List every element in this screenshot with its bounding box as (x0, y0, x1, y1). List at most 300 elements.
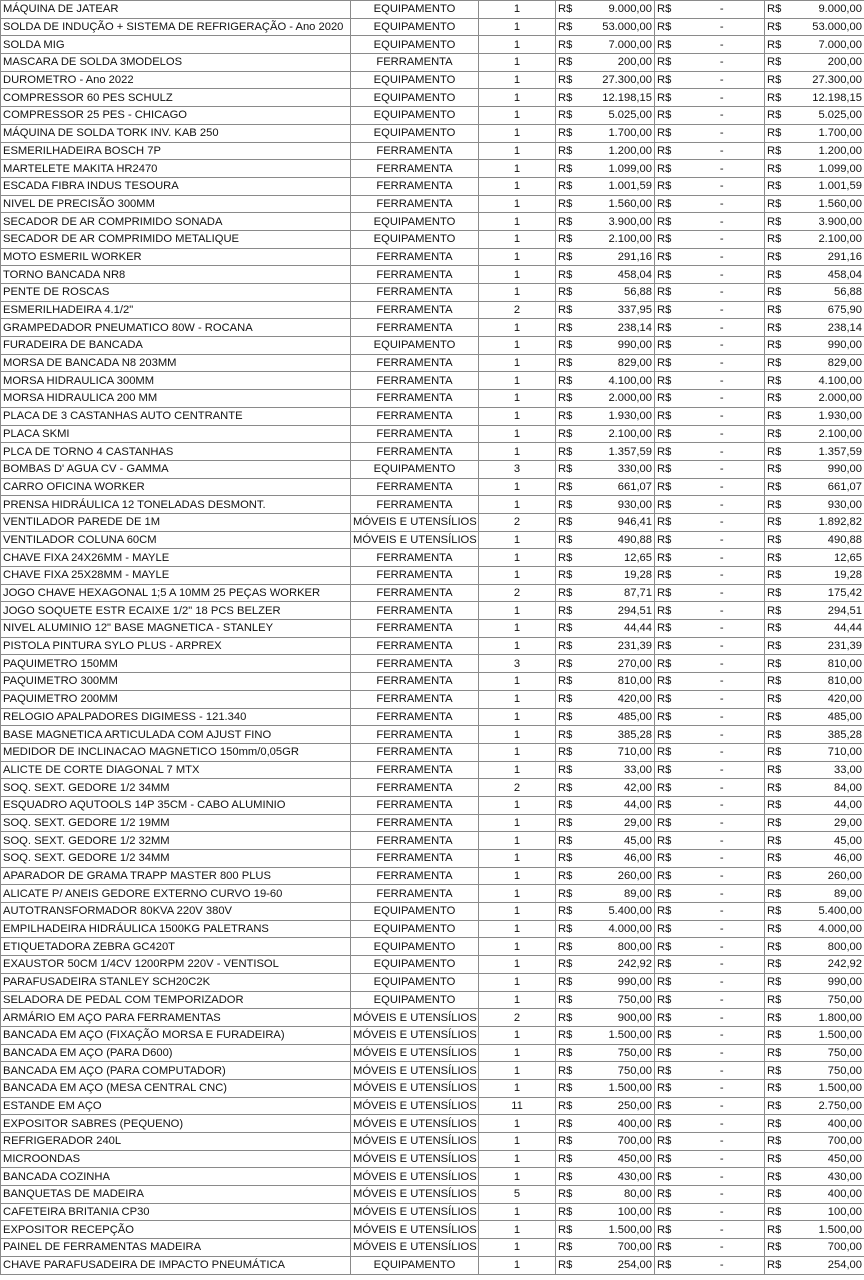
item-unit-value: 3.900,00 (578, 213, 655, 231)
discount-value: - (680, 18, 765, 36)
discount-value: - (680, 1062, 765, 1080)
item-unit-value: 330,00 (578, 460, 655, 478)
item-category: EQUIPAMENTO (351, 18, 479, 36)
item-category: FERRAMENTA (351, 850, 479, 868)
total-currency-symbol: R$ (765, 920, 788, 938)
item-quantity: 1 (479, 708, 556, 726)
item-quantity: 1 (479, 142, 556, 160)
table-row (1, 177, 864, 195)
item-description: BANCADA EM AÇO (PARA COMPUTADOR) (1, 1062, 351, 1080)
item-description: SOLDA DE INDUÇÃO + SISTEMA DE REFRIGERAÇÃO - Ano 2020 (1, 18, 351, 36)
unit-currency-symbol: R$ (556, 496, 578, 514)
item-category: MÓVEIS E UTENSÍLIOS (351, 1133, 479, 1151)
discount-value: - (680, 372, 765, 390)
item-unit-value: 260,00 (578, 867, 655, 885)
discount-value: - (680, 1026, 765, 1044)
total-currency-symbol: R$ (765, 443, 788, 461)
item-category: EQUIPAMENTO (351, 213, 479, 231)
discount-currency-symbol: R$ (655, 89, 680, 107)
discount-currency-symbol: R$ (655, 850, 680, 868)
unit-currency-symbol: R$ (556, 708, 578, 726)
total-currency-symbol: R$ (765, 814, 788, 832)
discount-value: - (680, 407, 765, 425)
total-currency-symbol: R$ (765, 372, 788, 390)
discount-value: - (680, 513, 765, 531)
table-row (1, 54, 864, 72)
unit-currency-symbol: R$ (556, 938, 578, 956)
unit-currency-symbol: R$ (556, 885, 578, 903)
total-currency-symbol: R$ (765, 726, 788, 744)
discount-currency-symbol: R$ (655, 1256, 680, 1274)
table-row (1, 531, 864, 549)
asset-rows (1, 1, 864, 1275)
item-category: MÓVEIS E UTENSÍLIOS (351, 513, 479, 531)
item-category: EQUIPAMENTO (351, 991, 479, 1009)
unit-currency-symbol: R$ (556, 1115, 578, 1133)
item-unit-value: 400,00 (578, 1115, 655, 1133)
discount-value: - (680, 761, 765, 779)
discount-value: - (680, 1079, 765, 1097)
table-row (1, 478, 864, 496)
discount-currency-symbol: R$ (655, 938, 680, 956)
unit-currency-symbol: R$ (556, 584, 578, 602)
item-quantity: 1 (479, 690, 556, 708)
discount-currency-symbol: R$ (655, 956, 680, 974)
table-row (1, 36, 864, 54)
item-unit-value: 990,00 (578, 337, 655, 355)
item-category: MÓVEIS E UTENSÍLIOS (351, 1062, 479, 1080)
item-description: CAFETEIRA BRITANIA CP30 (1, 1203, 351, 1221)
discount-currency-symbol: R$ (655, 460, 680, 478)
discount-currency-symbol: R$ (655, 920, 680, 938)
total-currency-symbol: R$ (765, 71, 788, 89)
item-total-value: 1.099,00 (788, 160, 864, 178)
discount-value: - (680, 1115, 765, 1133)
item-category: MÓVEIS E UTENSÍLIOS (351, 1026, 479, 1044)
item-total-value: 231,39 (788, 637, 864, 655)
discount-value: - (680, 956, 765, 974)
unit-currency-symbol: R$ (556, 319, 578, 337)
item-quantity: 1 (479, 903, 556, 921)
discount-value: - (680, 920, 765, 938)
discount-value: - (680, 832, 765, 850)
item-quantity: 2 (479, 779, 556, 797)
unit-currency-symbol: R$ (556, 850, 578, 868)
item-description: MOTO ESMERIL WORKER (1, 248, 351, 266)
item-total-value: 7.000,00 (788, 36, 864, 54)
item-category: FERRAMENTA (351, 266, 479, 284)
item-unit-value: 750,00 (578, 1044, 655, 1062)
table-row (1, 443, 864, 461)
item-unit-value: 46,00 (578, 850, 655, 868)
table-row (1, 956, 864, 974)
item-category: MÓVEIS E UTENSÍLIOS (351, 1079, 479, 1097)
item-description: REFRIGERADOR 240L (1, 1133, 351, 1151)
unit-currency-symbol: R$ (556, 1133, 578, 1151)
unit-currency-symbol: R$ (556, 1168, 578, 1186)
unit-currency-symbol: R$ (556, 690, 578, 708)
item-total-value: 89,00 (788, 885, 864, 903)
total-currency-symbol: R$ (765, 1, 788, 19)
discount-value: - (680, 443, 765, 461)
item-total-value: 675,90 (788, 301, 864, 319)
item-quantity: 1 (479, 107, 556, 125)
discount-value: - (680, 195, 765, 213)
table-row (1, 708, 864, 726)
unit-currency-symbol: R$ (556, 443, 578, 461)
item-category: EQUIPAMENTO (351, 938, 479, 956)
table-row (1, 1203, 864, 1221)
total-currency-symbol: R$ (765, 248, 788, 266)
item-quantity: 1 (479, 177, 556, 195)
item-quantity: 1 (479, 230, 556, 248)
item-quantity: 1 (479, 814, 556, 832)
item-quantity: 1 (479, 850, 556, 868)
item-description: JOGO SOQUETE ESTR ECAIXE 1/2" 18 PCS BELZER (1, 602, 351, 620)
item-quantity: 1 (479, 284, 556, 302)
unit-currency-symbol: R$ (556, 1009, 578, 1027)
total-currency-symbol: R$ (765, 124, 788, 142)
total-currency-symbol: R$ (765, 266, 788, 284)
item-category: FERRAMENTA (351, 620, 479, 638)
item-total-value: 458,04 (788, 266, 864, 284)
item-total-value: 2.100,00 (788, 425, 864, 443)
discount-currency-symbol: R$ (655, 36, 680, 54)
unit-currency-symbol: R$ (556, 142, 578, 160)
item-description: BANCADA COZINHA (1, 1168, 351, 1186)
item-total-value: 400,00 (788, 1115, 864, 1133)
item-total-value: 1.560,00 (788, 195, 864, 213)
item-total-value: 385,28 (788, 726, 864, 744)
discount-currency-symbol: R$ (655, 213, 680, 231)
item-unit-value: 200,00 (578, 54, 655, 72)
item-quantity: 1 (479, 1256, 556, 1274)
item-category: EQUIPAMENTO (351, 71, 479, 89)
unit-currency-symbol: R$ (556, 973, 578, 991)
item-category: FERRAMENTA (351, 195, 479, 213)
unit-currency-symbol: R$ (556, 160, 578, 178)
item-total-value: 4.100,00 (788, 372, 864, 390)
item-unit-value: 990,00 (578, 973, 655, 991)
item-unit-value: 1.200,00 (578, 142, 655, 160)
discount-value: - (680, 319, 765, 337)
item-quantity: 1 (479, 549, 556, 567)
item-quantity: 3 (479, 655, 556, 673)
item-quantity: 1 (479, 54, 556, 72)
item-description: TORNO BANCADA NR8 (1, 266, 351, 284)
item-description: MORSA DE BANCADA N8 203MM (1, 354, 351, 372)
item-total-value: 242,92 (788, 956, 864, 974)
total-currency-symbol: R$ (765, 513, 788, 531)
item-quantity: 1 (479, 531, 556, 549)
table-row (1, 1221, 864, 1239)
unit-currency-symbol: R$ (556, 1079, 578, 1097)
item-description: ESMERILHADEIRA 4.1/2" (1, 301, 351, 319)
item-description: EXPOSITOR RECEPÇÃO (1, 1221, 351, 1239)
item-unit-value: 44,00 (578, 796, 655, 814)
item-description: ESQUADRO AQUTOOLS 14P 35CM - CABO ALUMINIO (1, 796, 351, 814)
item-quantity: 1 (479, 443, 556, 461)
item-quantity: 2 (479, 584, 556, 602)
item-total-value: 930,00 (788, 496, 864, 514)
unit-currency-symbol: R$ (556, 655, 578, 673)
discount-value: - (680, 36, 765, 54)
item-quantity: 1 (479, 1221, 556, 1239)
item-category: FERRAMENTA (351, 496, 479, 514)
discount-currency-symbol: R$ (655, 195, 680, 213)
item-unit-value: 254,00 (578, 1256, 655, 1274)
item-unit-value: 900,00 (578, 1009, 655, 1027)
discount-currency-symbol: R$ (655, 1221, 680, 1239)
unit-currency-symbol: R$ (556, 71, 578, 89)
table-row (1, 779, 864, 797)
table-row (1, 567, 864, 585)
table-row (1, 761, 864, 779)
item-category: MÓVEIS E UTENSÍLIOS (351, 1150, 479, 1168)
item-unit-value: 485,00 (578, 708, 655, 726)
item-category: FERRAMENTA (351, 284, 479, 302)
table-row (1, 460, 864, 478)
discount-currency-symbol: R$ (655, 602, 680, 620)
table-row (1, 1115, 864, 1133)
item-description: VENTILADOR PAREDE DE 1M (1, 513, 351, 531)
item-total-value: 490,88 (788, 531, 864, 549)
discount-value: - (680, 1256, 765, 1274)
item-unit-value: 337,95 (578, 301, 655, 319)
discount-value: - (680, 1221, 765, 1239)
item-total-value: 2.100,00 (788, 230, 864, 248)
table-row (1, 71, 864, 89)
item-unit-value: 1.357,59 (578, 443, 655, 461)
item-unit-value: 27.300,00 (578, 71, 655, 89)
unit-currency-symbol: R$ (556, 478, 578, 496)
item-description: BANCADA EM AÇO (FIXAÇÃO MORSA E FURADEIRA) (1, 1026, 351, 1044)
discount-currency-symbol: R$ (655, 142, 680, 160)
item-total-value: 254,00 (788, 1256, 864, 1274)
discount-value: - (680, 1150, 765, 1168)
discount-currency-symbol: R$ (655, 1009, 680, 1027)
unit-currency-symbol: R$ (556, 1, 578, 19)
total-currency-symbol: R$ (765, 36, 788, 54)
total-currency-symbol: R$ (765, 177, 788, 195)
item-unit-value: 270,00 (578, 655, 655, 673)
item-category: EQUIPAMENTO (351, 1, 479, 19)
item-category: MÓVEIS E UTENSÍLIOS (351, 1221, 479, 1239)
unit-currency-symbol: R$ (556, 637, 578, 655)
total-currency-symbol: R$ (765, 425, 788, 443)
item-category: FERRAMENTA (351, 54, 479, 72)
unit-currency-symbol: R$ (556, 920, 578, 938)
item-category: MÓVEIS E UTENSÍLIOS (351, 531, 479, 549)
item-unit-value: 661,07 (578, 478, 655, 496)
item-category: MÓVEIS E UTENSÍLIOS (351, 1168, 479, 1186)
discount-value: - (680, 460, 765, 478)
table-row (1, 655, 864, 673)
table-row (1, 973, 864, 991)
table-row (1, 1026, 864, 1044)
item-category: MÓVEIS E UTENSÍLIOS (351, 1115, 479, 1133)
item-quantity: 1 (479, 1115, 556, 1133)
total-currency-symbol: R$ (765, 1150, 788, 1168)
discount-currency-symbol: R$ (655, 407, 680, 425)
item-unit-value: 2.100,00 (578, 425, 655, 443)
item-category: FERRAMENTA (351, 796, 479, 814)
discount-currency-symbol: R$ (655, 319, 680, 337)
discount-currency-symbol: R$ (655, 177, 680, 195)
discount-currency-symbol: R$ (655, 372, 680, 390)
unit-currency-symbol: R$ (556, 124, 578, 142)
item-unit-value: 710,00 (578, 743, 655, 761)
item-total-value: 2.750,00 (788, 1097, 864, 1115)
table-row (1, 301, 864, 319)
discount-value: - (680, 867, 765, 885)
item-description: SELADORA DE PEDAL COM TEMPORIZADOR (1, 991, 351, 1009)
item-quantity: 1 (479, 1133, 556, 1151)
item-quantity: 1 (479, 213, 556, 231)
discount-currency-symbol: R$ (655, 248, 680, 266)
item-quantity: 11 (479, 1097, 556, 1115)
discount-currency-symbol: R$ (655, 160, 680, 178)
discount-currency-symbol: R$ (655, 18, 680, 36)
item-unit-value: 810,00 (578, 673, 655, 691)
item-total-value: 1.500,00 (788, 1026, 864, 1044)
item-quantity: 1 (479, 1044, 556, 1062)
table-row (1, 1097, 864, 1115)
item-unit-value: 1.500,00 (578, 1026, 655, 1044)
item-unit-value: 700,00 (578, 1239, 655, 1257)
item-quantity: 1 (479, 1062, 556, 1080)
item-total-value: 27.300,00 (788, 71, 864, 89)
discount-value: - (680, 390, 765, 408)
total-currency-symbol: R$ (765, 956, 788, 974)
item-unit-value: 700,00 (578, 1133, 655, 1151)
item-category: FERRAMENTA (351, 567, 479, 585)
unit-currency-symbol: R$ (556, 89, 578, 107)
unit-currency-symbol: R$ (556, 266, 578, 284)
item-description: PENTE DE ROSCAS (1, 284, 351, 302)
discount-currency-symbol: R$ (655, 973, 680, 991)
item-description: MEDIDOR DE INCLINACAO MAGNETICO 150mm/0,05GR (1, 743, 351, 761)
item-total-value: 1.001,59 (788, 177, 864, 195)
item-total-value: 1.500,00 (788, 1079, 864, 1097)
total-currency-symbol: R$ (765, 460, 788, 478)
item-category: EQUIPAMENTO (351, 956, 479, 974)
table-row (1, 89, 864, 107)
table-row (1, 637, 864, 655)
unit-currency-symbol: R$ (556, 1186, 578, 1204)
discount-value: - (680, 301, 765, 319)
item-description: GRAMPEDADOR PNEUMATICO 80W - ROCANA (1, 319, 351, 337)
item-description: PAQUIMETRO 150MM (1, 655, 351, 673)
discount-currency-symbol: R$ (655, 1168, 680, 1186)
item-unit-value: 45,00 (578, 832, 655, 850)
item-unit-value: 490,88 (578, 531, 655, 549)
item-quantity: 1 (479, 637, 556, 655)
discount-value: - (680, 1097, 765, 1115)
unit-currency-symbol: R$ (556, 248, 578, 266)
item-category: MÓVEIS E UTENSÍLIOS (351, 1097, 479, 1115)
item-description: PAINEL DE FERRAMENTAS MADEIRA (1, 1239, 351, 1257)
unit-currency-symbol: R$ (556, 407, 578, 425)
discount-value: - (680, 124, 765, 142)
item-description: MASCARA DE SOLDA 3MODELOS (1, 54, 351, 72)
item-total-value: 46,00 (788, 850, 864, 868)
item-category: FERRAMENTA (351, 354, 479, 372)
item-total-value: 990,00 (788, 337, 864, 355)
table-row (1, 160, 864, 178)
unit-currency-symbol: R$ (556, 337, 578, 355)
discount-currency-symbol: R$ (655, 673, 680, 691)
discount-currency-symbol: R$ (655, 54, 680, 72)
table-row (1, 673, 864, 691)
table-row (1, 620, 864, 638)
discount-currency-symbol: R$ (655, 1239, 680, 1257)
total-currency-symbol: R$ (765, 903, 788, 921)
total-currency-symbol: R$ (765, 620, 788, 638)
item-description: PISTOLA PINTURA SYLO PLUS - ARPREX (1, 637, 351, 655)
total-currency-symbol: R$ (765, 337, 788, 355)
item-total-value: 238,14 (788, 319, 864, 337)
total-currency-symbol: R$ (765, 1026, 788, 1044)
item-total-value: 661,07 (788, 478, 864, 496)
discount-value: - (680, 779, 765, 797)
table-row (1, 513, 864, 531)
item-total-value: 260,00 (788, 867, 864, 885)
item-category: FERRAMENTA (351, 726, 479, 744)
table-row (1, 1, 864, 19)
table-row (1, 1133, 864, 1151)
discount-value: - (680, 1, 765, 19)
item-total-value: 1.500,00 (788, 1221, 864, 1239)
discount-currency-symbol: R$ (655, 903, 680, 921)
item-description: ALICTE DE CORTE DIAGONAL 7 MTX (1, 761, 351, 779)
item-total-value: 1.892,82 (788, 513, 864, 531)
table-row (1, 107, 864, 125)
item-total-value: 990,00 (788, 973, 864, 991)
item-total-value: 420,00 (788, 690, 864, 708)
item-description: SOQ. SEXT. GEDORE 1/2 34MM (1, 850, 351, 868)
table-row (1, 1062, 864, 1080)
item-category: EQUIPAMENTO (351, 36, 479, 54)
item-description: MÁQUINA DE JATEAR (1, 1, 351, 19)
item-quantity: 1 (479, 478, 556, 496)
item-unit-value: 9.000,00 (578, 1, 655, 19)
item-unit-value: 4.000,00 (578, 920, 655, 938)
discount-currency-symbol: R$ (655, 71, 680, 89)
discount-currency-symbol: R$ (655, 301, 680, 319)
item-description: SECADOR DE AR COMPRIMIDO SONADA (1, 213, 351, 231)
unit-currency-symbol: R$ (556, 425, 578, 443)
item-total-value: 19,28 (788, 567, 864, 585)
total-currency-symbol: R$ (765, 1203, 788, 1221)
item-unit-value: 1.001,59 (578, 177, 655, 195)
total-currency-symbol: R$ (765, 407, 788, 425)
item-category: FERRAMENTA (351, 177, 479, 195)
item-category: FERRAMENTA (351, 655, 479, 673)
discount-currency-symbol: R$ (655, 1079, 680, 1097)
item-quantity: 1 (479, 1239, 556, 1257)
item-total-value: 2.000,00 (788, 390, 864, 408)
table-row (1, 584, 864, 602)
item-category: EQUIPAMENTO (351, 903, 479, 921)
item-total-value: 33,00 (788, 761, 864, 779)
table-row (1, 602, 864, 620)
item-description: CARRO OFICINA WORKER (1, 478, 351, 496)
item-description: ESTANDE EM AÇO (1, 1097, 351, 1115)
total-currency-symbol: R$ (765, 1079, 788, 1097)
item-quantity: 1 (479, 36, 556, 54)
item-category: MÓVEIS E UTENSÍLIOS (351, 1239, 479, 1257)
